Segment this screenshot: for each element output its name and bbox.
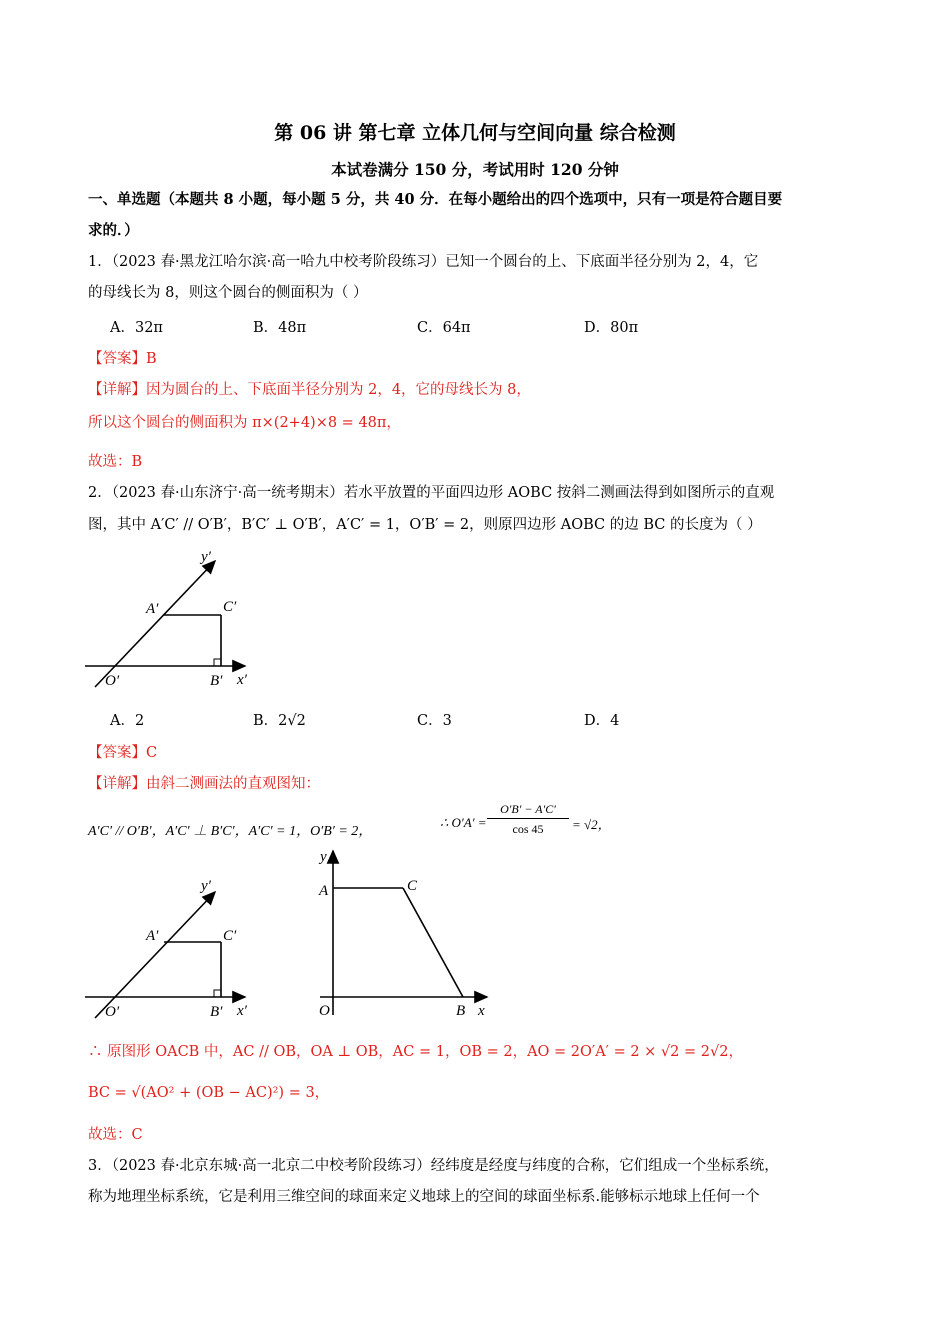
- q1-stem-line1: 1．（2023 春·黑龙江哈尔滨·高一哈九中校考阶段练习）已知一个圆台的上、下底面半径分别为 2，4，它: [88, 254, 759, 270]
- section-heading: 一、单选题（本题共 8 小题，每小题 5 分，共 40 分．在每小题给出的四个选项中，只有一项是符合题目要: [88, 191, 783, 208]
- q3-stem-line2: 称为地理坐标系统，它是利用三维空间的球面来定义地球上的空间的球面坐标系.能够标示地球上任何一个: [88, 1189, 760, 1205]
- q1-detail-line1: 【详解】因为圆台的上、下底面半径分别为 2，4，它的母线长为 8，: [88, 382, 531, 398]
- label-o-prime: O′: [105, 673, 120, 689]
- q2-oa-result: = √2，: [572, 817, 611, 832]
- q2-option-a: A．2: [110, 713, 145, 729]
- q1-option-d: D．80π: [584, 320, 639, 336]
- label-b-prime: B′: [210, 673, 223, 689]
- q2-original-line: ∴ 原图形 OACB 中，AC // OB，OA ⊥ OB，AC = 1，OB = 2，AO = 2O′A′ = 2 × √2 = 2√2，: [88, 1044, 743, 1060]
- q1-option-c: C．64π: [417, 320, 471, 336]
- label-o: O: [319, 1003, 330, 1019]
- q2-oa-numerator: O′B′ − A′C′: [487, 802, 569, 819]
- right-angle-mark: [214, 990, 221, 997]
- q2-oa-prefix: ∴ O′A′ =: [440, 815, 487, 830]
- label-y-prime: y′: [201, 878, 211, 894]
- q1-detail-line2: 所以这个圆台的侧面积为 π×(2+4)×8 = 48π，: [88, 415, 401, 431]
- q1-answer: 【答案】B: [88, 351, 157, 367]
- label-a-prime: A′: [146, 601, 159, 617]
- q1-conclusion: 故选：B: [88, 454, 143, 470]
- q2-relations: A′C′ // O′B′，A′C′ ⊥ B′C′，A′C′ = 1，O′B′ = 2，: [88, 824, 373, 839]
- right-angle-mark: [214, 659, 221, 666]
- label-y-prime: y′: [201, 549, 211, 565]
- label-y: y: [320, 849, 327, 865]
- q2-oblique-figure: [85, 545, 265, 695]
- segment-c-b: [403, 888, 463, 997]
- q2-option-d: D．4: [584, 713, 620, 729]
- y-prime-axis: [95, 892, 215, 1018]
- q2-conclusion: 故选：C: [88, 1127, 143, 1143]
- label-a: A: [319, 883, 329, 899]
- label-x-prime: x′: [237, 672, 247, 688]
- q2-option-b: B．2√2: [253, 713, 306, 729]
- q2-stem-line1: 2．（2023 春·山东济宁·高一统考期末）若水平放置的平面四边形 AOBC 按斜二测画法得到如图所示的直观: [88, 485, 775, 501]
- label-b: B: [456, 1003, 466, 1019]
- section-heading-cont: 求的．）: [88, 222, 139, 239]
- label-c-prime: C′: [223, 599, 237, 615]
- label-a-prime: A′: [146, 928, 159, 944]
- q2-bc-line: BC = √(AO² + (OB − AC)²) = 3，: [88, 1085, 330, 1101]
- label-c-prime: C′: [223, 928, 237, 944]
- y-prime-axis: [95, 561, 215, 687]
- label-b-prime: B′: [210, 1004, 223, 1020]
- q2-answer: 【答案】C: [88, 745, 158, 761]
- label-o-prime: O′: [105, 1004, 120, 1020]
- q2-option-c: C．3: [417, 713, 452, 729]
- q1-option-b: B．48π: [253, 320, 307, 336]
- label-x-prime: x′: [237, 1003, 247, 1019]
- q1-option-a: A．32π: [110, 320, 163, 336]
- q2-detail-oblique-figure: [85, 870, 265, 1020]
- q2-stem-line2: 图，其中 A′C′ // O′B′，B′C′ ⊥ O′B′，A′C′ = 1，O′B′ = 2，则原四边形 AOBC 的边 BC 的长度为（ ）: [88, 517, 762, 533]
- label-c: C: [407, 878, 418, 894]
- q1-stem-line2: 的母线长为 8，则这个圆台的侧面积为（ ）: [88, 285, 368, 301]
- page-title: 第 06 讲 第七章 立体几何与空间向量 综合检测: [274, 122, 676, 144]
- q3-stem-line1: 3．（2023 春·北京东城·高一北京二中校考阶段练习）经纬度是经度与纬度的合称，它们组成一个坐标系统，: [88, 1158, 779, 1174]
- label-x: x: [478, 1003, 485, 1019]
- q2-oa-denominator: cos 45: [512, 822, 544, 836]
- q2-original-figure: [312, 845, 497, 1025]
- q2-detail-line1: 【详解】由斜二测画法的直观图知：: [88, 776, 320, 792]
- page-subtitle: 本试卷满分 150 分，考试用时 120 分钟: [331, 160, 619, 179]
